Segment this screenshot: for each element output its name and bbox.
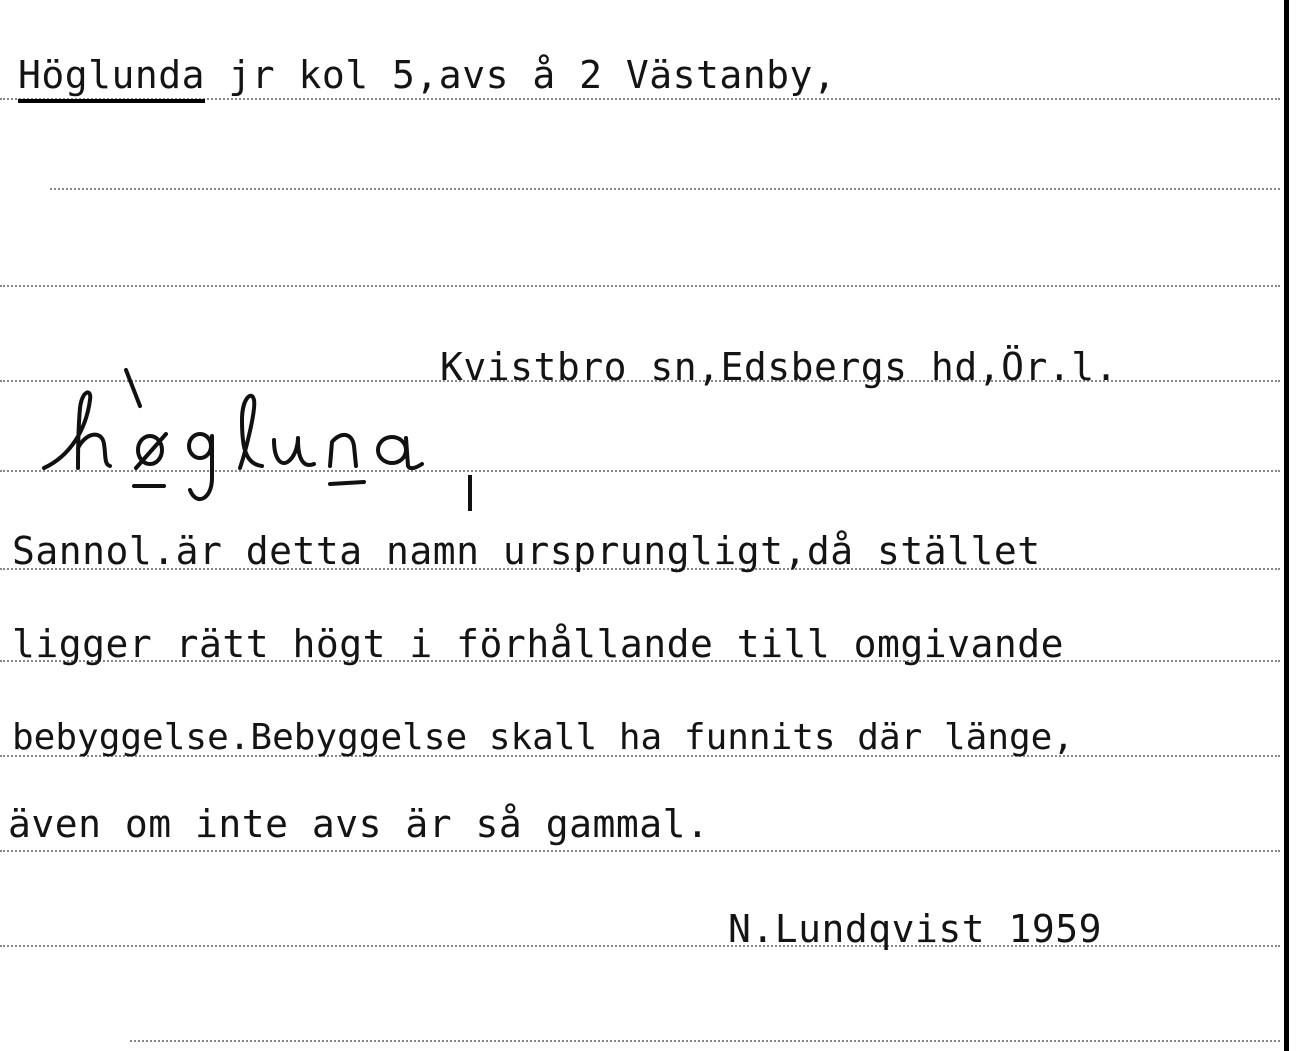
handwritten-pronunciation (30, 360, 450, 520)
heading-details: jr kol 5,avs å 2 Västanby, (205, 53, 837, 97)
card-right-edge (1284, 0, 1289, 1051)
body-line: ligger rätt högt i förhållande till omgivande (12, 622, 1065, 666)
body-line: bebyggelse.Bebyggelse skall ha funnits där länge, (12, 717, 1075, 758)
parish-line: Kvistbro sn,Edsbergs hd,Ör.l. (440, 345, 1118, 389)
ruled-line (130, 1040, 1280, 1042)
ruled-line (0, 285, 1280, 287)
body-line: Sannol.är detta namn ursprungligt,då stället (12, 529, 1041, 573)
body-line: även om inte avs är så gammal. (8, 802, 710, 846)
card-heading (18, 53, 837, 97)
handwritten-tick (464, 445, 476, 515)
signature: N.Lundqvist 1959 (728, 907, 1103, 951)
headword: Höglunda (18, 53, 205, 103)
ruled-line (0, 850, 1280, 852)
ruled-line (50, 188, 1280, 190)
